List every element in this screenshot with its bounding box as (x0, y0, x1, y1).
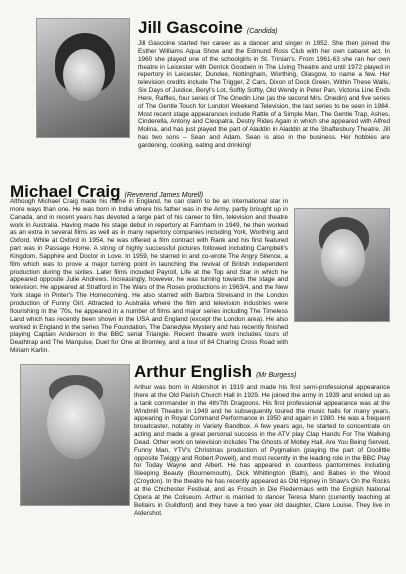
profile-role: (Reverend James Morell) (124, 192, 204, 199)
profile-arthur-english (0, 362, 406, 574)
profile-jill-gascoine (0, 0, 406, 180)
jill-gascoine-photo (36, 18, 130, 138)
profile-role: (Mr Burgess) (256, 372, 297, 379)
michael-craig-photo (294, 208, 390, 322)
profile-role: (Candida) (246, 28, 278, 35)
profile-michael-craig (0, 180, 406, 360)
profile-name: Jill Gascoine (Candida) (138, 18, 278, 37)
profile-bio: Jill Gascoine started her career as a dancer and singer in 1952. She then joined the Esther Williams Aqua Show and the Edmund Ross Club with her own cabaret act. In 1960 she played one of the schoolgirls in St. Trinian's. From 1961-63 she ran her own theatre in Leicester with Derrick Goodwin in The Living Theatre and until 1972 played in repertory in Leicester, Dundee, Nottingham, Worthing, Glasgow, to name a few. Her television credits include The Trigger, Z Cars, Dixon of Dock Green, Within These Walls, Six Days of Justice, Beryl's Lot, Softly Softly, Old Wendy in Peter Pan, Victoria Line Ends Here, Raffles, four series of The Onedin Line (as the second Mrs. Onedin) and five series of The Gentle Touch for London Weekend Television, the last series to be seen in 1984. Most recent stage appearances include Rattle of a Simple Man, The Gentle Trap, Ashes, Cinderella, Antony and Cleopatra, Destry Rides Again in which she appeared with Alfred Molina, and has just played the part of Aladdin in Aladdin at the Shaftesbury Theatre. Jill has two sons – Sean and Adam. Sean is also in the business. Her hobbies are gardening, cooking, eating and drinking! (138, 40, 390, 149)
profile-bio: Arthur was born in Aldershot in 1919 and made his first semi-professional appearance there at the Old Parish Church Hall in 1929. He joined the army in 1939 and ended up as a tank commander in the 4th/7th Dragoons. His first professional appearance was at the Windmill Theatre in 1949 and he subsequently toured the music halls for many years, appearing in Royal Command Performance in 1950 and again in 1980. He was a frequent broadcaster, notably in Variety Bandbox. A few years ago, he started to concentrate on acting and made a great personal success in the ATV play Clap Hands For The Walking Dead. Other work on television includes The Ghosts of Motley Hall, Are You Being Served, Funny Man, YTV's Christmas production of Pygmalion (playing the part of Doolittle opposite Twiggy and Robert Powell), and most recently in the leading role in the BBC Play for Today Wayne and Albert. He has appeared in countless pantomimes including Sleeping Beauty (Bournemouth), Dick Whittington (Bath), and Babes in the Wood (Croydon). In the theatre he has recently appeared as Old Hipney in Shaw's On the Rocks at the Chichester Festival, and as Frosch in Die Fledermaus with the English National Opera at the Coliseum. Arthur is married to dancer Teresa Mann (currently teaching at Bellairs in Guildford) and they have a two year old daughter, Clare Louise. They live in Aldershot. (134, 384, 390, 517)
profile-name: Michael Craig (Reverend James Morell) (10, 182, 204, 201)
profile-bio: Although Michael Craig made his name in England, he can claim to be an international star in more ways than one. He was born in India where his father was in the Army, partly brought up in Canada, and in recent years has devoted a large part of his career to film, television and theatre work in Australia. Having made his stage debut in repertory at Farnham in 1949, he then worked as an extra in several films as well as in many repertory companies including York, Worthing and Oxford. While at Oxford in 1954, he was offered a film contract with Rank and his first featured part was in Passage Home. A string of highly successful pictures followed including Campbell's Kingdom, Sapphire and Doctor in Love. In 1959, he starred in and co-wrote The Angry Silence, a film which was to prove a major turning point in launching the revival of British independent production during the sixties. Later films included Payroll, Life at the Top and Star in which he appeared opposite Julie Andrews. Increasingly, however, he was turning towards the stage and television. He appeared at Stratford in The Wars of the Roses productions in 1963/4, and the New York stage in Pinter's The Homecoming. He also starred with Barbra Streisand in the London production of Funny Girl. Attracted to Australia where the film and television industries were flourishing in the '70s, he appeared in a number of films and major series including The Timeless Land which has recently been shown in the USA and England (except the London area). He also worked in England in the series The Foundation, The Danedyke Mystery and has recently finished playing Captain Anderson in the BBC serial Triangle. Recent theatre work includes tours of Deathtrap and The Marquise, Duet for One at Bromley, and a tour of 84 Charing Cross Road with Miriam Karlin. (10, 198, 288, 355)
arthur-english-photo (20, 364, 130, 506)
profile-name: Arthur English (Mr Burgess) (134, 362, 297, 381)
